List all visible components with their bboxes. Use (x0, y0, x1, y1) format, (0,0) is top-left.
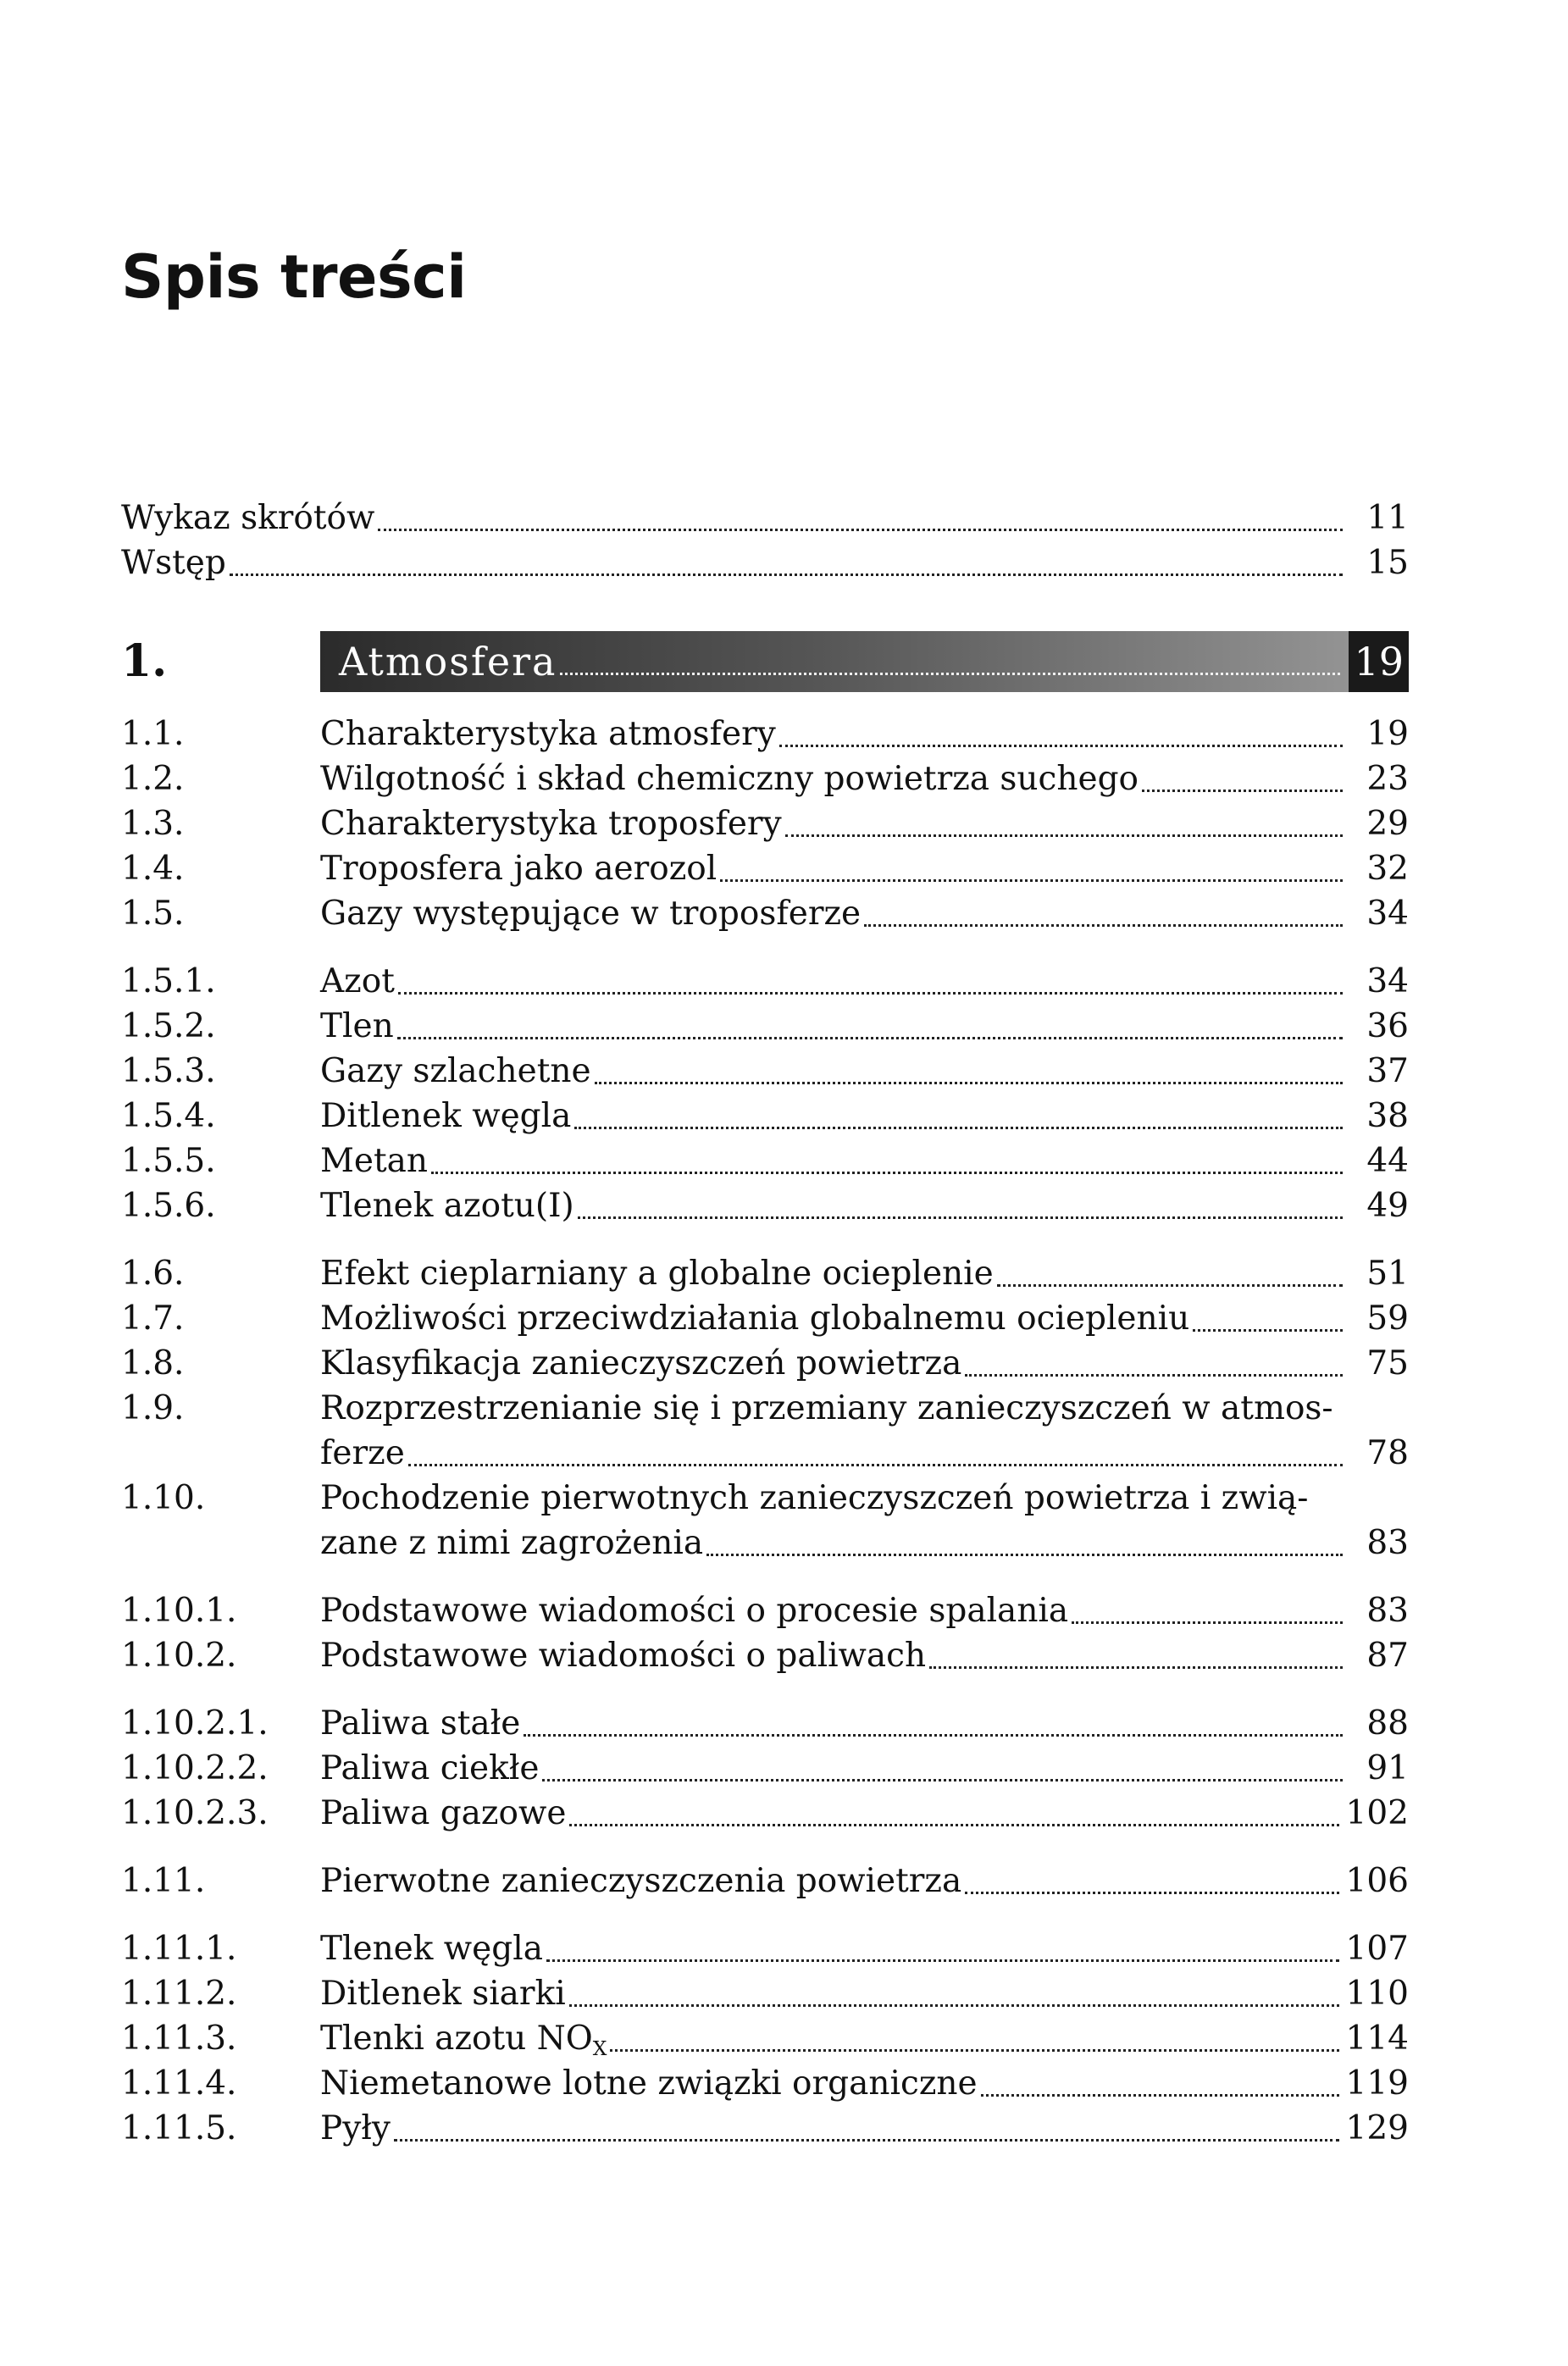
toc-entry-page: 114 (1345, 2020, 1409, 2058)
toc-entry-number: 1.10.1. (121, 1592, 237, 1630)
toc-entry-number: 1.5.6. (121, 1187, 216, 1225)
leader-dots (569, 1824, 1338, 1826)
toc-entry[interactable] (121, 1633, 1409, 1679)
leader-dots (864, 924, 1343, 927)
toc-entry-title-text: Tlenki azotu NO (320, 2020, 593, 2058)
leader-dots (965, 1374, 1343, 1377)
toc-entry[interactable] (121, 1701, 1409, 1747)
toc-entry[interactable] (121, 1791, 1409, 1837)
toc-entry-page: 75 (1366, 1344, 1409, 1382)
toc-entry[interactable] (121, 1139, 1409, 1184)
toc-entry[interactable] (121, 1251, 1409, 1297)
leader-dots (378, 529, 1343, 531)
leader-dots (574, 1127, 1343, 1129)
toc-entry-page: 29 (1366, 805, 1409, 843)
toc-entry-number: 1.11.5. (121, 2109, 237, 2147)
toc-entry-number: 1.5.1. (121, 962, 216, 1000)
leader-dots (595, 1082, 1343, 1084)
toc-entry-line-2[interactable] (121, 1431, 1409, 1477)
toc-entry-title: Wilgotność i skład chemiczny powietrza suchego (320, 760, 1139, 798)
toc-entry[interactable] (121, 891, 1409, 937)
toc-entry-number: 1.10.2.2. (121, 1749, 269, 1787)
toc-entry-number: 1.10.2. (121, 1637, 237, 1675)
toc-entry-page: 129 (1345, 2109, 1409, 2147)
toc-entry[interactable] (121, 1094, 1409, 1139)
toc-entry-page: 19 (1366, 715, 1409, 753)
toc-entry-line-2[interactable] (121, 1521, 1409, 1566)
toc-entry-title-continued: zane z nimi zagrożenia (320, 1524, 704, 1562)
toc-entry-number: 1.9. (121, 1389, 185, 1427)
toc-entry-number: 1.5.2. (121, 1007, 216, 1045)
toc-entry[interactable] (121, 540, 1409, 586)
toc-entry[interactable] (121, 1049, 1409, 1094)
toc-entry-title: Ditlenek siarki (320, 1975, 566, 2013)
toc-entry-number: 1.11.4. (121, 2064, 237, 2103)
toc-entry-number: 1.5. (121, 895, 185, 933)
leader-dots (397, 1037, 1343, 1039)
toc-entry-title: Pierwotne zanieczyszczenia powietrza (320, 1862, 962, 1900)
leader-dots (720, 879, 1343, 882)
leader-dots (1142, 790, 1343, 792)
toc-entry-page: 37 (1366, 1052, 1409, 1090)
toc-entry-title: Tlenek węgla (320, 1930, 543, 1968)
leader-dots (569, 2004, 1339, 2007)
leader-dots (785, 834, 1343, 837)
toc-entry-number: 1.8. (121, 1344, 185, 1382)
toc-entry-page: 88 (1366, 1704, 1409, 1743)
toc-entry-title: Rozprzestrzenianie się i przemiany zanieczyszczeń w atmos- (320, 1389, 1333, 1427)
toc-entry-number: 1.2. (121, 760, 185, 798)
toc-entry-title: Charakterystyka troposfery (320, 805, 782, 843)
toc-entry-page: 106 (1345, 1862, 1409, 1900)
toc-entry[interactable] (121, 846, 1409, 892)
toc-entry-page: 51 (1366, 1255, 1409, 1293)
leader-dots (1072, 1621, 1343, 1624)
chapter-number: 1. (121, 635, 168, 687)
toc-entry-title: Azot (320, 962, 395, 1000)
toc-entry-title: Ditlenek węgla (320, 1097, 572, 1135)
toc-entry-page: 49 (1366, 1187, 1409, 1225)
toc-entry-title: Tlen (320, 1007, 394, 1045)
toc-entry-number: 1.5.3. (121, 1052, 216, 1090)
toc-entry-title: Możliwości przeciwdziałania globalnemu ociepleniu (320, 1299, 1190, 1338)
toc-entry-title: Metan (320, 1142, 429, 1180)
leader-dots (929, 1666, 1343, 1669)
toc-entry-page: 23 (1366, 760, 1409, 798)
toc-entry-number: 1.11. (121, 1862, 206, 1900)
toc-entry-title: Podstawowe wiadomości o procesie spalania (320, 1592, 1069, 1630)
toc-entry[interactable] (121, 1588, 1409, 1634)
toc-entry-number: 1.10. (121, 1479, 206, 1517)
toc-entry[interactable] (121, 801, 1409, 847)
toc-entry[interactable] (121, 2016, 1409, 2062)
toc-entry-number: 1.10.2.3. (121, 1794, 269, 1832)
toc-entry-page: 44 (1366, 1142, 1409, 1180)
toc-entry-page: 34 (1366, 895, 1409, 933)
toc-entry-line-1[interactable] (121, 1476, 1409, 1521)
toc-entry-page: 15 (1366, 544, 1409, 582)
toc-entry[interactable] (121, 1341, 1409, 1387)
toc-entry-number: 1.4. (121, 850, 185, 888)
toc-entry-title: Wykaz skrótów (121, 499, 375, 537)
leader-dots (230, 573, 1343, 576)
toc-entry[interactable] (121, 1296, 1409, 1342)
toc-entry-page: 78 (1366, 1434, 1409, 1472)
toc-entry-title: Tlenek azotu(I) (320, 1187, 574, 1225)
toc-entry-title: Paliwa ciekłe (320, 1749, 540, 1787)
toc-entry-number: 1.1. (121, 715, 185, 753)
toc-entry-number: 1.11.3. (121, 2020, 237, 2058)
leader-dots (394, 2139, 1339, 2142)
chapter-banner (320, 631, 1409, 692)
leader-dots (997, 1284, 1343, 1287)
leader-dots (408, 1464, 1343, 1466)
toc-entry-line-1[interactable] (121, 1386, 1409, 1432)
toc-entry-title: Efekt cieplarniany a globalne ocieplenie (320, 1255, 994, 1293)
toc-entry-title: Pochodzenie pierwotnych zanieczyszczeń powietrza i zwią- (320, 1479, 1309, 1517)
toc-entry-title: Paliwa gazowe (320, 1794, 567, 1832)
chapter-page: 19 (1349, 631, 1409, 692)
leader-dots (779, 745, 1343, 747)
leader-dots (706, 1554, 1343, 1556)
toc-entry-page: 38 (1366, 1097, 1409, 1135)
toc-entry-title: Gazy występujące w troposferze (320, 895, 862, 933)
toc-entry[interactable] (121, 756, 1409, 802)
toc-entry-title: Wstęp (121, 544, 226, 582)
toc-entry-number: 1.7. (121, 1299, 185, 1338)
subscript: X (592, 2036, 607, 2061)
toc-entry-title: Troposfera jako aerozol (320, 850, 718, 888)
toc-entry-page: 119 (1345, 2064, 1409, 2103)
leader-dots (965, 1892, 1338, 1894)
toc-entry-number: 1.11.2. (121, 1975, 237, 2013)
chapter-heading[interactable] (121, 631, 1409, 692)
toc-entry[interactable] (121, 959, 1409, 1005)
leader-dots (524, 1734, 1343, 1737)
toc-entry[interactable] (121, 496, 1409, 541)
page-title: Spis treści (121, 242, 467, 312)
toc-entry-number: 1.5.5. (121, 1142, 216, 1180)
toc-entry-number: 1.3. (121, 805, 185, 843)
toc-entry-page: 110 (1345, 1975, 1409, 2013)
leader-dots (578, 1216, 1343, 1219)
leader-dots (431, 1172, 1343, 1174)
toc-entry-page: 32 (1366, 850, 1409, 888)
toc-entry-page: 36 (1366, 1007, 1409, 1045)
toc-entry[interactable] (121, 1746, 1409, 1792)
toc-entry-page: 83 (1366, 1524, 1409, 1562)
toc-entry-page: 11 (1366, 499, 1409, 537)
toc-entry-title: Pyły (320, 2109, 391, 2147)
chapter-title: Atmosfera (339, 639, 557, 684)
toc-entry-page: 102 (1345, 1794, 1409, 1832)
leader-dots (560, 673, 1340, 675)
toc-entry[interactable] (121, 1859, 1409, 1904)
toc-entry[interactable] (121, 1926, 1409, 1972)
toc-entry-title: Paliwa stałe (320, 1704, 521, 1743)
toc-entry-number: 1.6. (121, 1255, 185, 1293)
toc-entry-title: Podstawowe wiadomości o paliwach (320, 1637, 927, 1675)
toc-entry[interactable] (121, 1004, 1409, 1050)
toc-entry-page: 34 (1366, 962, 1409, 1000)
toc-entry[interactable] (121, 712, 1409, 757)
leader-dots (610, 2049, 1338, 2052)
toc-entry-page: 59 (1366, 1299, 1409, 1338)
toc-entry-title: Niemetanowe lotne związki organiczne (320, 2064, 978, 2103)
leader-dots (546, 1959, 1339, 1962)
toc-entry-page: 87 (1366, 1637, 1409, 1675)
toc-entry-page: 83 (1366, 1592, 1409, 1630)
leader-dots (542, 1779, 1343, 1781)
leader-dots (1193, 1329, 1343, 1332)
toc-entry-title: Gazy szlachetne (320, 1052, 591, 1090)
toc-entry[interactable] (121, 1183, 1409, 1229)
toc-entry-number: 1.5.4. (121, 1097, 216, 1135)
leader-dots (981, 2094, 1339, 2097)
toc-entry-page: 91 (1366, 1749, 1409, 1787)
toc-entry[interactable] (121, 2106, 1409, 2152)
toc-entry-page: 107 (1345, 1930, 1409, 1968)
toc-entry-title: Charakterystyka atmosfery (320, 715, 776, 753)
leader-dots (398, 992, 1343, 995)
toc-entry-title: Klasyfikacja zanieczyszczeń powietrza (320, 1344, 962, 1382)
toc-entry-title-continued: ferze (320, 1434, 405, 1472)
toc-entry-number: 1.11.1. (121, 1930, 237, 1968)
toc-entry[interactable] (121, 1971, 1409, 2017)
toc-entry-number: 1.10.2.1. (121, 1704, 269, 1743)
toc-entry[interactable] (121, 2061, 1409, 2107)
